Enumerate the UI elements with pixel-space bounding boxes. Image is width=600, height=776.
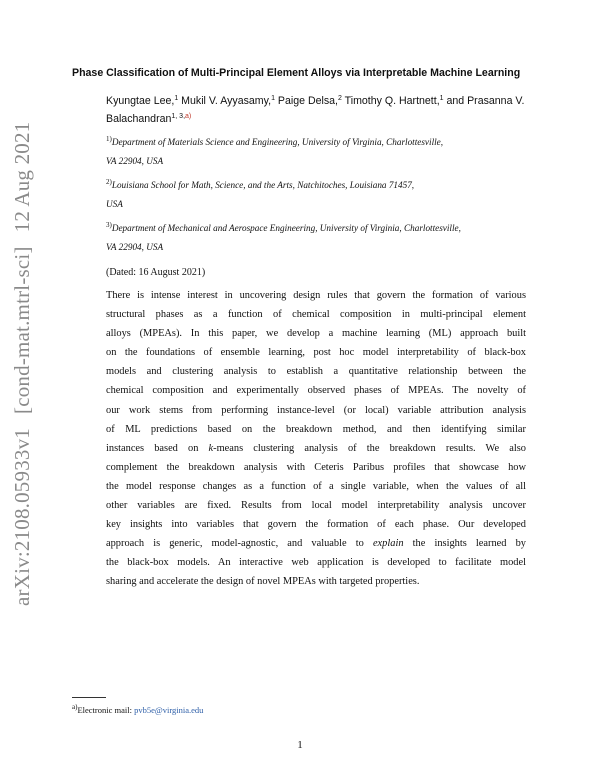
affiliation-3 <box>106 223 461 233</box>
affiliation-1-cont <box>106 156 163 166</box>
author-name: Kyungtae Lee, <box>106 95 175 107</box>
affiliation-text: Department of Materials Science and Engineering, University of Virginia, Charlottesville, <box>111 137 444 147</box>
abstract-line: structural phases as a function of chemical composition in multi-principal element <box>106 309 526 321</box>
paper-title: Phase Classification of Multi-Principal Element Alloys via Interpretable Machine Learning <box>72 67 521 79</box>
author-name: Paige Delsa, <box>274 95 338 107</box>
page-number: 1 <box>297 739 303 751</box>
affiliation-1 <box>106 137 443 147</box>
arxiv-stamp <box>5 121 39 606</box>
abstract-line: on the foundations of ensemble learning, post hoc model interpretability of black-box <box>106 347 526 359</box>
abstract-line: There is intense interest in uncovering design rules that govern the formation of various <box>106 290 526 301</box>
abstract-line: alloys (MPEAs). In this paper, we develop a machine learning (ML) approach built <box>106 328 526 340</box>
author-name: and Prasanna V. <box>443 95 525 107</box>
author-name: Mukil V. Ayyasamy, <box>178 95 272 107</box>
footnote-marker-link[interactable]: a) <box>185 113 192 120</box>
abstract-line: the black-box models. An interactive web application is developed to facilitate model <box>106 557 526 569</box>
arxiv-identifier: arXiv:2108.05933v1 <box>10 428 34 606</box>
affiliation-2 <box>106 180 414 190</box>
abstract-line: instances based on k-means clustering analysis of the breakdown results. We also <box>106 442 526 454</box>
affiliation-marker: 3) <box>106 221 112 229</box>
abstract-line: of ML predictions based on the breakdown method, and then identifying similar <box>106 423 526 435</box>
affiliation-marker: 1, 3, <box>171 113 186 120</box>
affiliation-marker: 2) <box>106 178 112 186</box>
arxiv-date: 12 Aug 2021 <box>10 121 34 233</box>
affiliation-text: USA <box>106 199 123 209</box>
affiliation-marker: 1 <box>271 95 275 102</box>
abstract-line: key insights into variables that govern the formation of each phase. Our developed <box>106 519 526 531</box>
affiliation-text: Louisiana School for Math, Science, and the Arts, Natchitoches, Louisiana 71457, <box>111 180 415 190</box>
abstract <box>106 290 526 596</box>
abstract-line: the model response changes as a function of a single variable, when the values of all <box>106 480 526 492</box>
abstract-line: models and clustering analysis to establish a quantitative relationship between the <box>106 366 526 378</box>
abstract-line: sharing and accelerate the design of novel MPEAs with targeted properties. <box>106 576 420 588</box>
author-name: Balachandran <box>106 113 172 125</box>
abstract-line: other variables are fixed. Results from local model interpretability analysis uncover <box>106 500 526 512</box>
dated-line: (Dated: 16 August 2021) <box>106 267 206 278</box>
footnote-marker: a) <box>72 703 78 711</box>
abstract-line: complement the breakdown analysis with Ceteris Paribus profiles that showcase how <box>106 461 526 473</box>
arxiv-category: [cond-mat.mtrl-sci] <box>10 246 34 414</box>
abstract-line: chemical composition and experimentally observed phases of MPEAs. The novelty of <box>106 385 526 397</box>
email-link[interactable]: pvb5e@virginia.edu <box>134 705 204 715</box>
footnote-divider <box>72 697 106 698</box>
affiliation-marker: 1 <box>174 95 179 102</box>
affiliation-3-cont <box>106 242 163 252</box>
footnote-label: Electronic mail: <box>77 705 135 715</box>
affiliation-2-cont <box>106 199 123 209</box>
footnote <box>72 705 203 715</box>
author-list <box>106 95 524 107</box>
author-list-continued <box>106 113 191 125</box>
affiliation-marker: 2 <box>338 95 342 102</box>
abstract-line: approach is generic, model-agnostic, and valuable to explain the insights learned by <box>106 538 526 550</box>
affiliation-marker: 1) <box>106 135 112 143</box>
affiliation-text: VA 22904, USA <box>106 242 164 252</box>
author-name: Timothy Q. Hartnett, <box>341 95 440 107</box>
affiliation-text: Department of Mechanical and Aerospace Engineering, University of Virginia, Charlottesville, <box>111 223 461 233</box>
affiliation-marker: 1 <box>439 95 444 102</box>
affiliation-text: VA 22904, USA <box>106 156 164 166</box>
abstract-line: our work stems from performing instance-level (or local) variable attribution analysis <box>106 404 526 416</box>
